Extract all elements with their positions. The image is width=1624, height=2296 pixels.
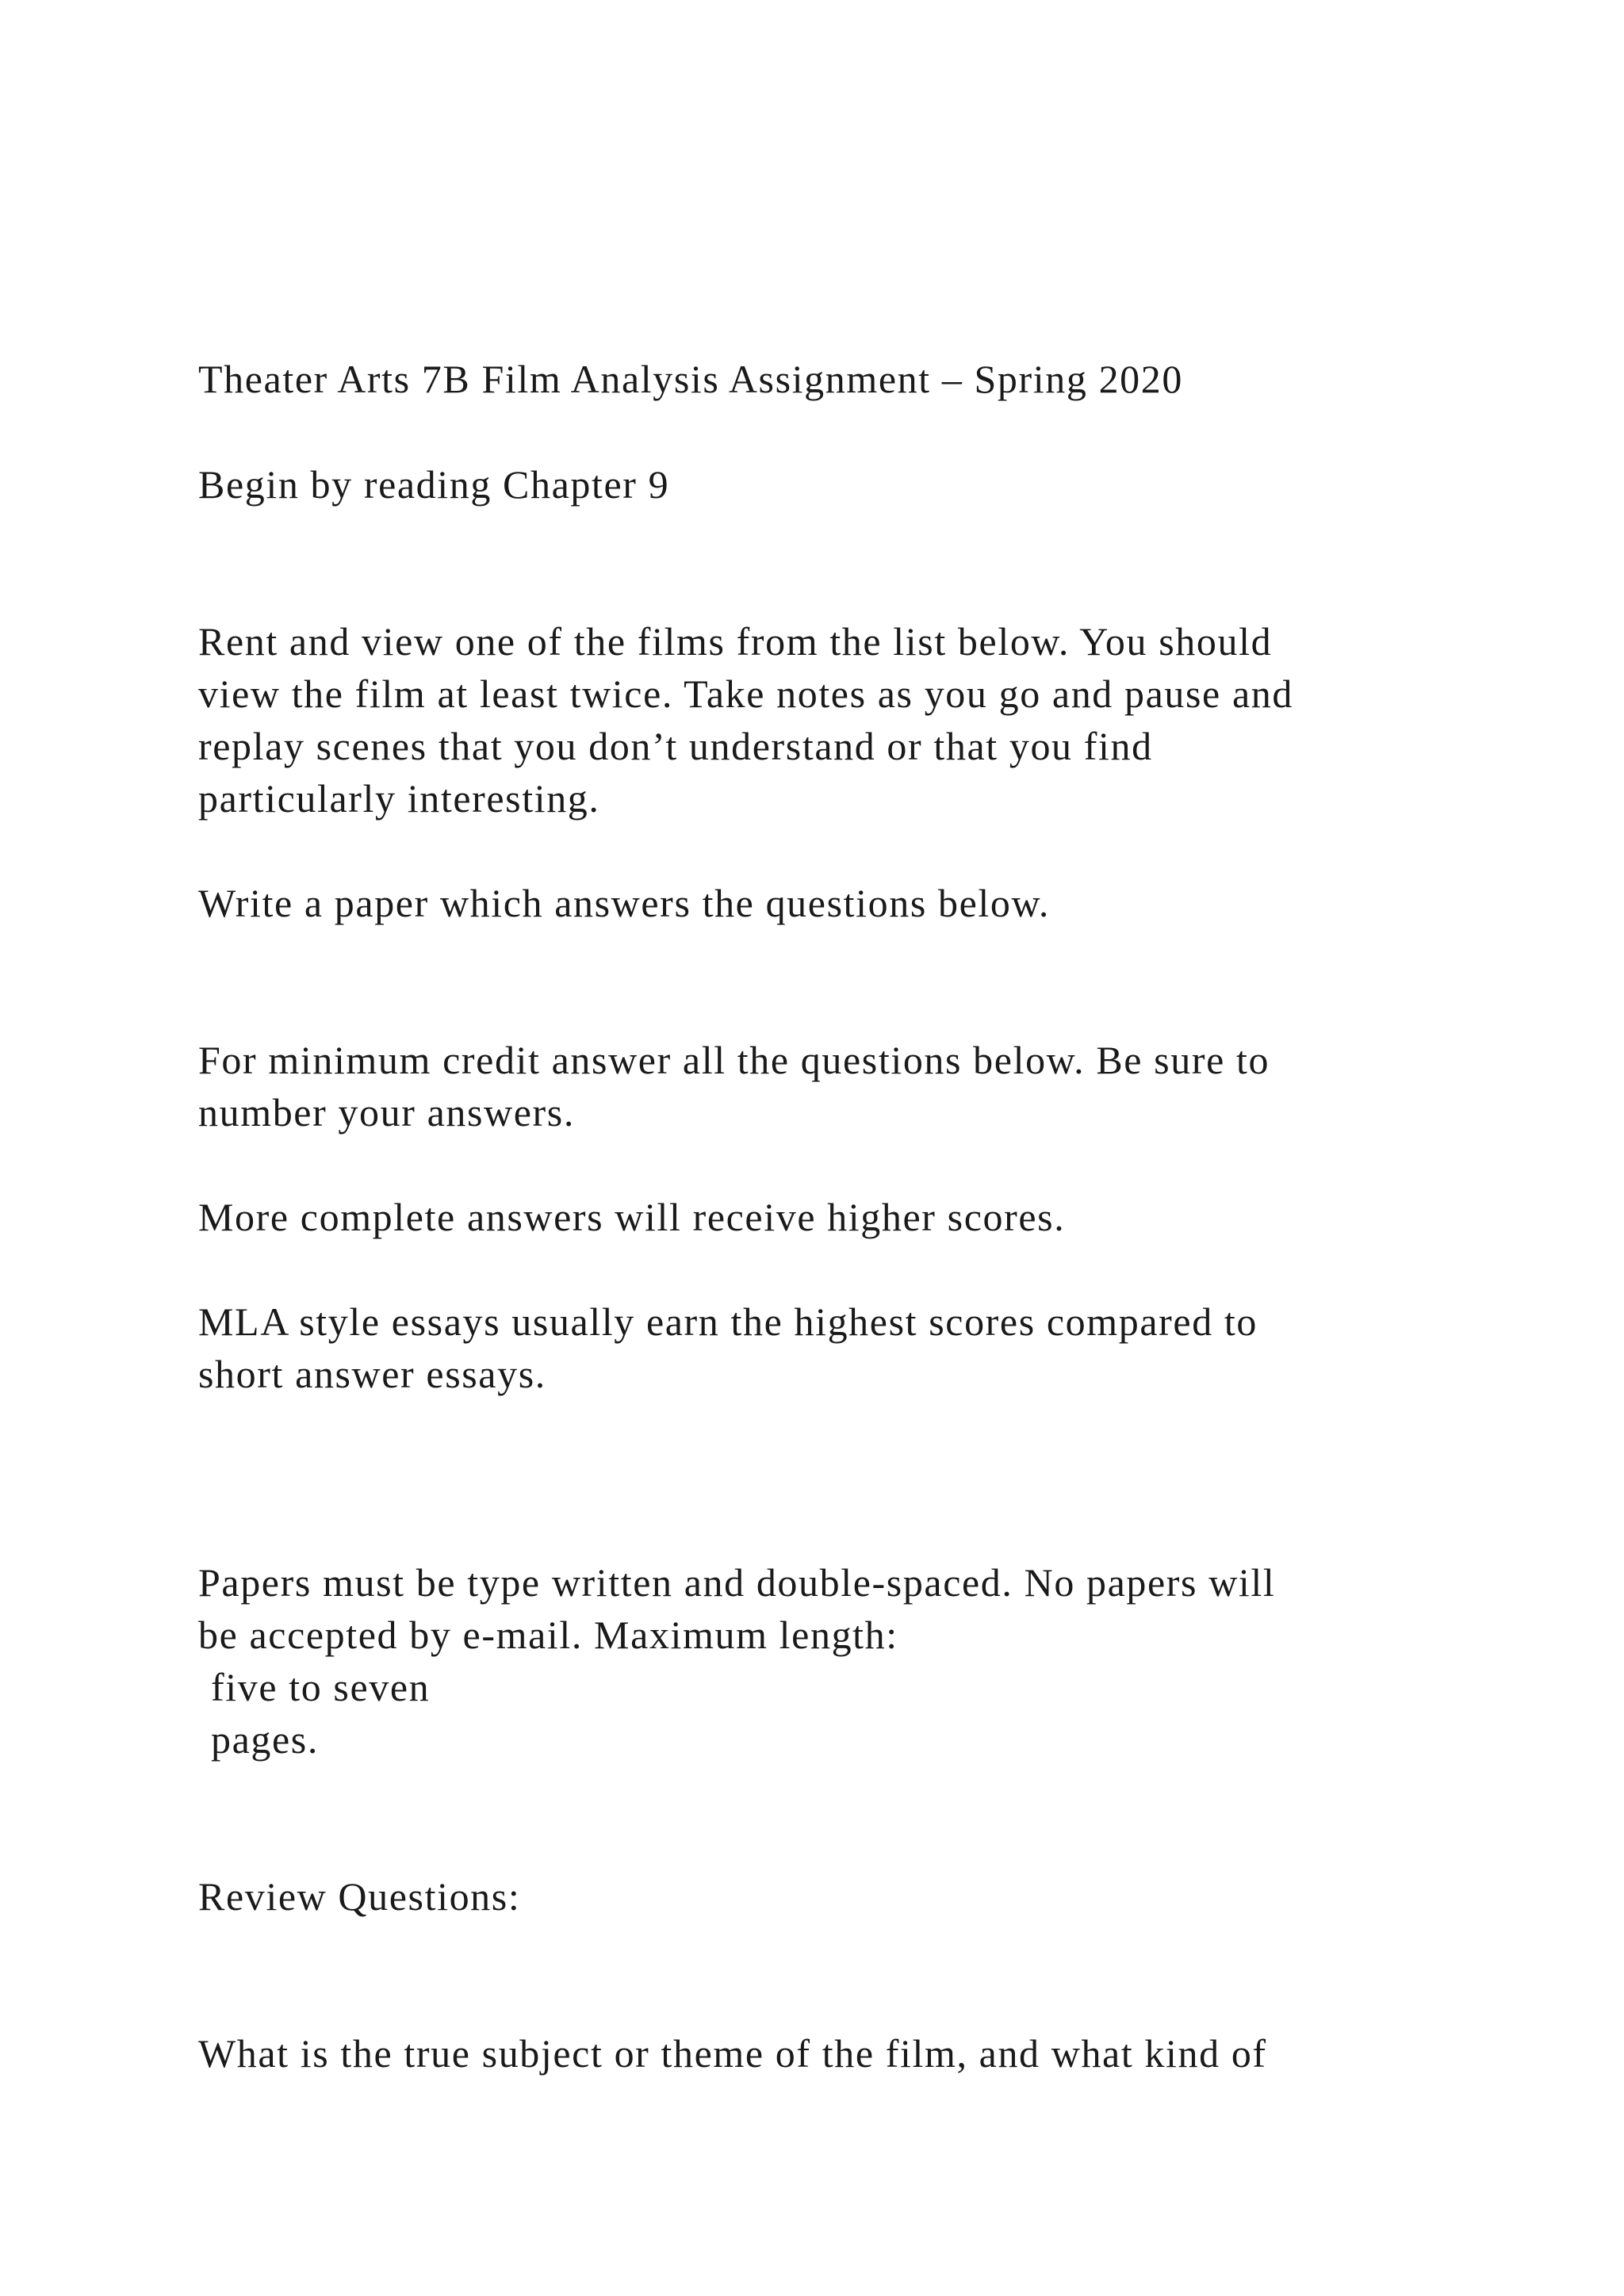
write-paper-instruction: Write a paper which answers the questions below.	[198, 881, 1051, 925]
papers-requirements-line-2: be accepted by e-mail. Maximum length:	[198, 1613, 898, 1657]
rent-paragraph-line-1: Rent and view one of the films from the list below. You should	[198, 619, 1273, 664]
papers-requirements-line-3: five to seven	[211, 1665, 431, 1709]
mla-style-line-1: MLA style essays usually earn the highest scores compared to	[198, 1299, 1258, 1344]
papers-requirements-line-4: pages.	[211, 1717, 319, 1762]
minimum-credit-line-1: For minimum credit answer all the questions below. Be sure to	[198, 1038, 1270, 1082]
more-complete-note: More complete answers will receive higher scores.	[198, 1195, 1066, 1239]
rent-paragraph-line-2: view the film at least twice. Take notes as you go and pause and	[198, 672, 1293, 716]
document-title: Theater Arts 7B Film Analysis Assignment – Spring 2020	[198, 357, 1183, 401]
question-1-line: What is the true subject or theme of the film, and what kind of	[198, 2031, 1267, 2076]
mla-style-line-2: short answer essays.	[198, 1352, 546, 1396]
begin-instruction: Begin by reading Chapter 9	[198, 462, 670, 507]
review-questions-heading: Review Questions:	[198, 1874, 521, 1919]
rent-paragraph-line-4: particularly interesting.	[198, 776, 600, 821]
minimum-credit-line-2: number your answers.	[198, 1090, 575, 1135]
rent-paragraph-line-3: replay scenes that you don’t understand or that you find	[198, 724, 1153, 768]
papers-requirements-line-1: Papers must be type written and double-spaced. No papers will	[198, 1560, 1276, 1605]
